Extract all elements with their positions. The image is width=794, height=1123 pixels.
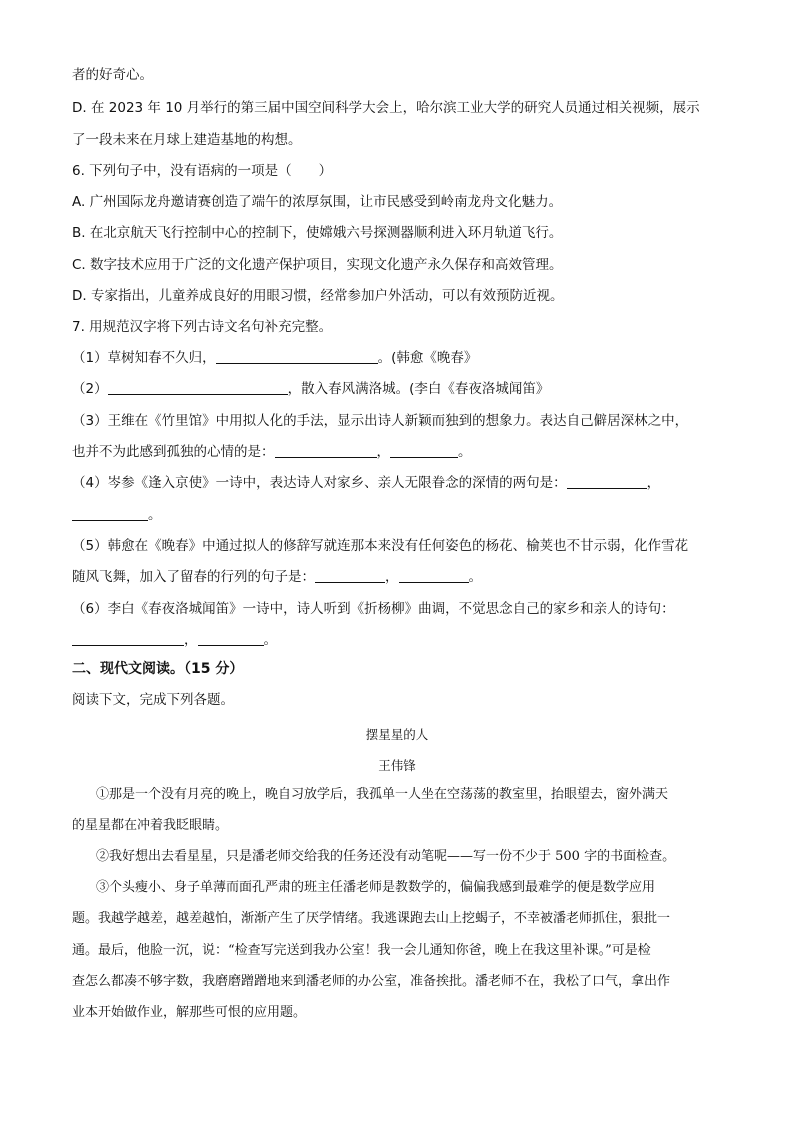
paragraph-3-line3: 通。最后，他脸一沉，说：“检查写完送到我办公室！我一会儿通知你爸，晚上在我这里补课。”可是检 [72, 943, 651, 958]
answer-blank[interactable] [399, 569, 469, 583]
paragraph-3-line1: ③个头瘦小、身子单薄而面孔严肃的班主任潘老师是教数学的，偏偏我感到最难学的便是数学应用 [96, 880, 656, 895]
paragraph-3-line2: 题。我越学越差，越差越怕，渐渐产生了厌学情绪。我逃课跑去山上挖蝎子，不幸被潘老师抓住，狠批一 [72, 911, 671, 926]
answer-blank[interactable] [275, 444, 377, 458]
q7-item-2-suffix: ，散入春风满洛城。(李白《春夜洛城闻笛》 [287, 381, 550, 397]
comma: ， [184, 632, 198, 648]
paragraph-2: ②我好想出去看星星，只是潘老师交给我的任务还没有动笔呢——写一份不少于 500 字的书面检查。 [96, 849, 676, 864]
q7-item-1-prefix: （1）草树知春不久归， [72, 350, 216, 366]
q6-option-a: A. 广州国际龙舟邀请赛创造了端午的浓厚氛围，让市民感受到岭南龙舟文化魅力。 [72, 194, 563, 210]
q7-item-5-line1: （5）韩愈在《晚春》中通过拟人的修辞写就连那本来没有任何姿色的杨花、榆荚也不甘示弱，化作雪花 [72, 538, 689, 554]
q6-option-c: C. 数字技术应用于广泛的文化遗产保护项目，实现文化遗产永久保存和高效管理。 [72, 257, 563, 273]
q7-item-4-line1 [72, 474, 660, 492]
q7-item-3-line1: （3）王维在《竹里馆》中用拟人化的手法，显示出诗人新颖而独到的想象力。表达自己僻居深林之中， [72, 413, 689, 429]
paragraph-3-line4: 查怎么都凑不够字数，我磨磨蹭蹭地来到潘老师的办公室，准备挨批。潘老师不在，我松了口气，拿出作 [72, 974, 671, 989]
period: 。 [263, 632, 277, 648]
answer-blank[interactable] [315, 569, 385, 583]
paragraph-3-line5: 业本开始做作业，解那些可恨的应用题。 [72, 1005, 307, 1020]
article-author: 王伟锋 [378, 758, 416, 773]
q7-item-2 [72, 380, 549, 398]
section-heading: 二、现代文阅读。（15 分） [72, 661, 244, 677]
q7-item-3-prefix: 也并不为此感到孤独的心情的是： [72, 444, 275, 460]
period: 。 [148, 507, 162, 523]
answer-blank[interactable] [108, 381, 288, 395]
q7-item-5-prefix: 随风飞舞，加入了留春的行列的句子是： [72, 569, 315, 585]
q5-option-d-line1: D. 在 2023 年 10 月举行的第三届中国空间科学大会上，哈尔滨工业大学的研究人员通过相关视频，展示 [72, 100, 700, 116]
answer-blank[interactable] [390, 444, 458, 458]
q7-item-1-suffix: 。(韩愈《晚春》 [377, 350, 478, 366]
q7-item-6-line2 [72, 631, 277, 649]
q5-option-d-line2: 了一段未来在月球上建造基地的构想。 [72, 132, 302, 148]
answer-blank[interactable] [567, 475, 647, 489]
answer-blank[interactable] [216, 350, 378, 364]
q7-item-1 [72, 349, 477, 367]
article-title: 摆星星的人 [365, 727, 429, 742]
comma: ， [385, 569, 399, 585]
q7-item-3-line2 [72, 443, 472, 461]
q6-option-b: B. 在北京航天飞行控制中心的控制下，使嫦娥六号探测器顺利进入环月轨道飞行。 [72, 225, 563, 241]
q6-option-d: D. 专家指出，儿童养成良好的用眼习惯，经常参加户外活动，可以有效预防近视。 [72, 288, 564, 304]
section-instruction: 阅读下文，完成下列各题。 [72, 692, 234, 708]
q7-item-4-line2 [72, 506, 162, 524]
answer-blank[interactable] [198, 632, 264, 646]
period: 。 [458, 444, 472, 460]
comma: ， [646, 475, 661, 491]
paragraph-1-line1: ①那是一个没有月亮的晚上，晚自习放学后，我孤单一人坐在空荡荡的教室里，抬眼望去，窗外满天 [96, 787, 669, 802]
q7-stem: 7. 用规范汉字将下列古诗文名句补充完整。 [72, 319, 333, 335]
q7-item-4-prefix: （4）岑参《逢入京使》一诗中，表达诗人对家乡、亲人无限眷念的深情的两句是： [72, 475, 567, 491]
q5-tail-text: 者的好奇心。 [72, 67, 153, 83]
comma: ， [376, 444, 390, 460]
period: 。 [468, 569, 482, 585]
answer-blank[interactable] [72, 507, 148, 521]
q6-stem: 6. 下列句子中，没有语病的一项是（ ） [72, 163, 333, 179]
q7-item-6-line1: （6）李白《春夜洛城闻笛》一诗中，诗人听到《折杨柳》曲调，不觉思念自己的家乡和亲人的诗句： [72, 601, 675, 617]
q7-item-5-line2 [72, 568, 482, 586]
answer-blank[interactable] [72, 632, 184, 646]
paragraph-1-line2: 的星星都在冲着我眨眼睛。 [72, 818, 229, 833]
q7-item-2-prefix: （2） [72, 381, 108, 397]
